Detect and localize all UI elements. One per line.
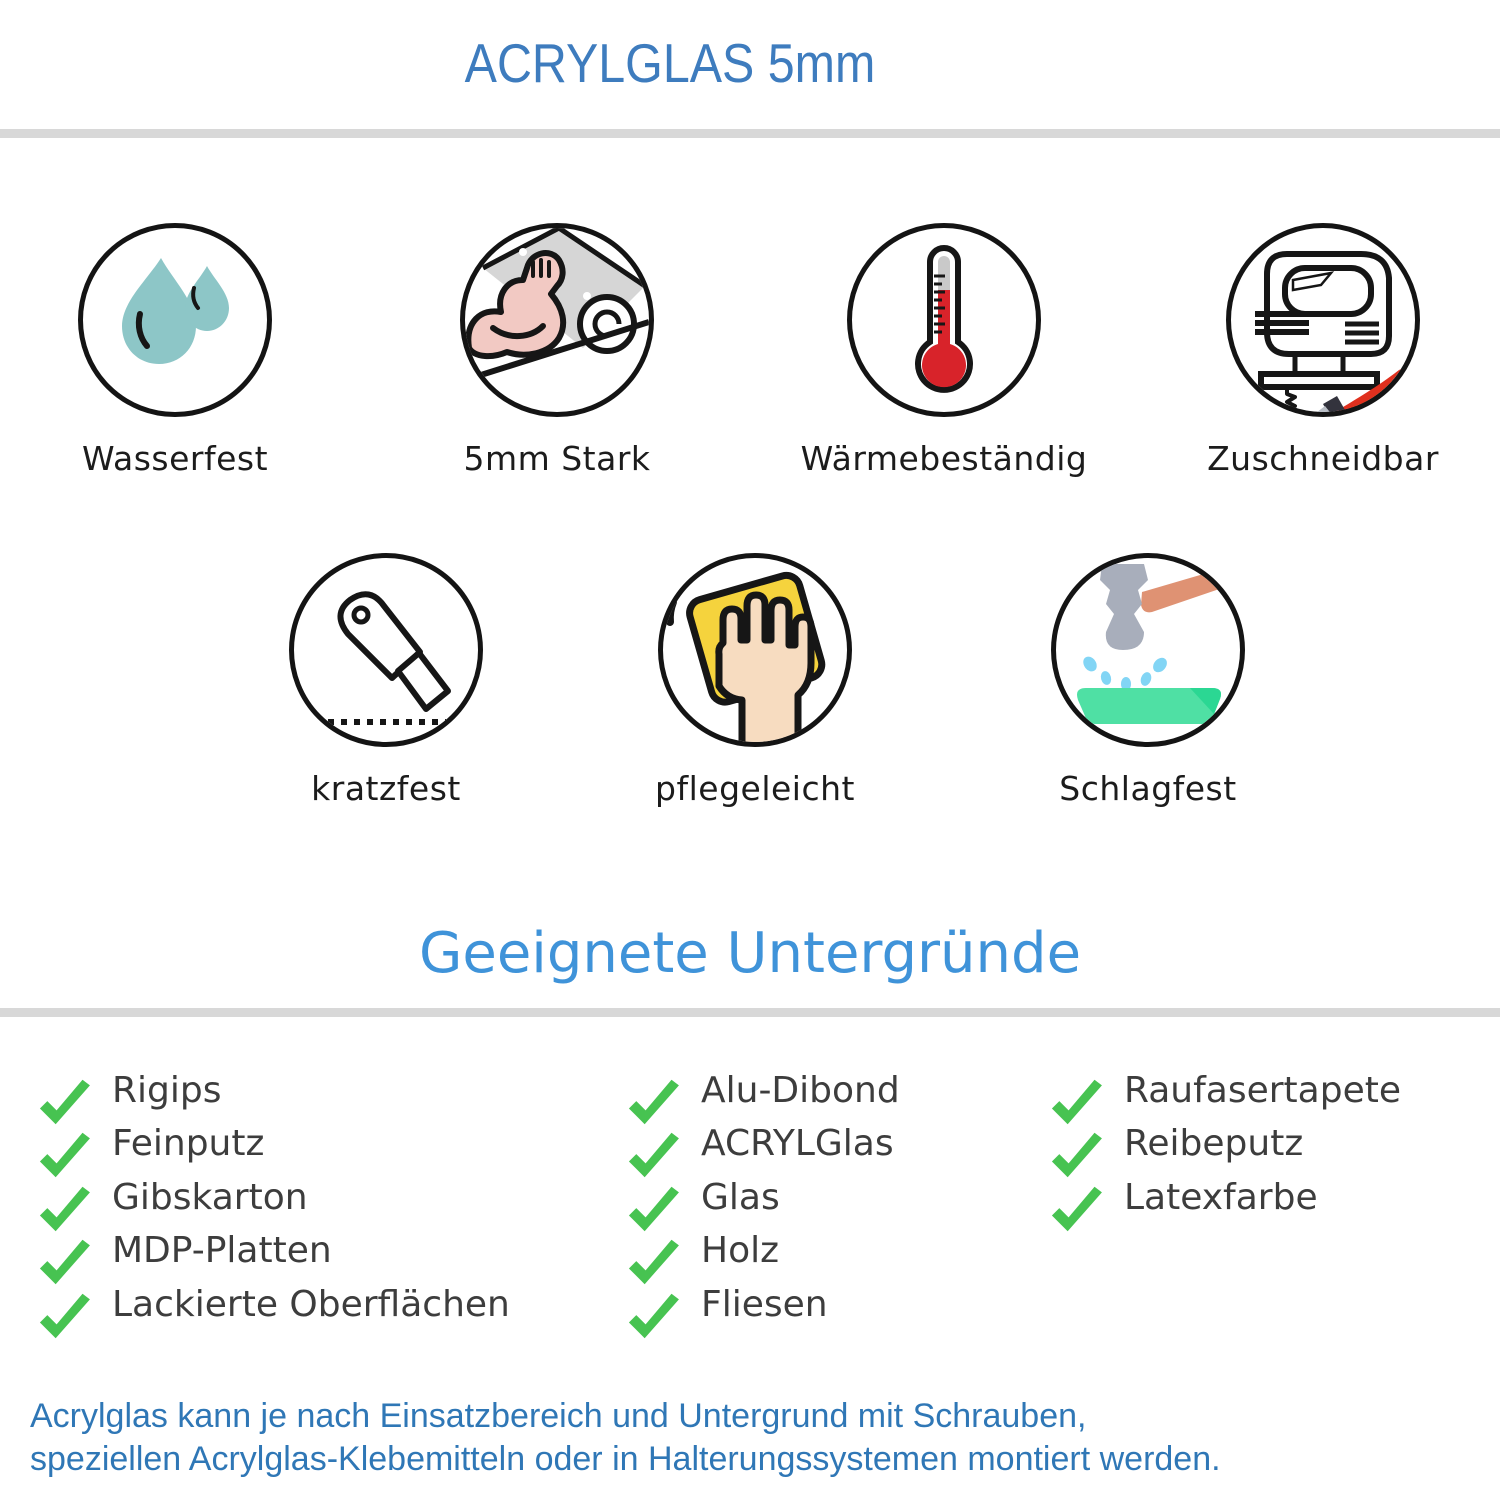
- feature-item-wasserfest: [0, 223, 355, 478]
- substrate-label: Raufasertapete: [1124, 1069, 1401, 1111]
- substrate-label: Feinputz: [112, 1123, 265, 1165]
- substrates-heading: Geeignete Untergründe: [418, 921, 1082, 986]
- feature-icon-circle: [847, 223, 1041, 417]
- substrate-item: [36, 1225, 510, 1279]
- utility-knife-icon: [294, 558, 478, 742]
- hand-with-cloth-icon: [663, 558, 847, 742]
- feature-label: 5mm Stark: [463, 439, 651, 478]
- substrate-label: Rigips: [112, 1069, 222, 1111]
- page-title: ACRYLGLAS 5mm: [464, 32, 876, 94]
- hammer-icon: [1056, 558, 1240, 742]
- substrate-item: [625, 1064, 900, 1118]
- jigsaw-and-knife-icon: [1231, 228, 1415, 412]
- feature-item-schlagfest: [968, 553, 1328, 808]
- substrate-item: [1048, 1064, 1401, 1118]
- substrates-column-1: [36, 1064, 510, 1332]
- substrate-label: Glas: [701, 1176, 780, 1218]
- middle-divider-bar: [0, 1008, 1500, 1017]
- substrate-item: [625, 1278, 900, 1332]
- check-icon: [625, 1291, 681, 1341]
- substrate-item: [36, 1118, 510, 1172]
- substrate-label: Reibeputz: [1124, 1123, 1304, 1165]
- feature-icon-circle: [78, 223, 272, 417]
- feature-label: pflegeleicht: [655, 769, 855, 808]
- water-drops-icon: [83, 228, 267, 412]
- substrate-label: Alu-Dibond: [701, 1069, 900, 1111]
- note-line-1: Acrylglas kann je nach Einsatzbereich und Untergrund mit Schrauben,: [30, 1397, 1087, 1435]
- muscle-arm-icon: [465, 228, 649, 412]
- substrate-item: [625, 1118, 900, 1172]
- substrates-column-2: [625, 1064, 900, 1332]
- substrates-column-3: [1048, 1064, 1401, 1225]
- substrate-item: [625, 1171, 900, 1225]
- feature-label: Zuschneidbar: [1207, 439, 1439, 478]
- feature-icon-circle: [1226, 223, 1420, 417]
- check-icon: [1048, 1184, 1104, 1234]
- feature-label: Schlagfest: [1059, 769, 1237, 808]
- top-divider-bar: [0, 129, 1500, 138]
- feature-label: kratzfest: [311, 769, 461, 808]
- feature-icon-circle: [460, 223, 654, 417]
- substrate-label: ACRYLGlas: [701, 1123, 894, 1165]
- feature-item-kratzfest: [206, 553, 566, 808]
- substrate-label: Gibskarton: [112, 1176, 308, 1218]
- check-icon: [36, 1291, 92, 1341]
- feature-item-waermebestaendig: [764, 223, 1124, 478]
- feature-item-zuschneidbar: [1143, 223, 1500, 478]
- substrate-item: [36, 1171, 510, 1225]
- substrate-label: Fliesen: [701, 1283, 828, 1325]
- feature-item-pflegeleicht: [575, 553, 935, 808]
- substrate-label: Holz: [701, 1230, 779, 1272]
- substrate-label: Latexfarbe: [1124, 1176, 1318, 1218]
- feature-icon-circle: [289, 553, 483, 747]
- thermometer-icon: [852, 228, 1036, 412]
- feature-icon-circle: [1051, 553, 1245, 747]
- substrate-item: [625, 1225, 900, 1279]
- feature-label: Wasserfest: [81, 439, 269, 478]
- substrate-item: [1048, 1171, 1401, 1225]
- substrate-item: [36, 1278, 510, 1332]
- note-line-2: speziellen Acrylglas-Klebemitteln oder in Halterungssystemen montiert werden.: [30, 1440, 1221, 1478]
- feature-item-5mm-stark: [377, 223, 737, 478]
- feature-label: Wärmebeständig: [800, 439, 1088, 478]
- substrate-item: [36, 1064, 510, 1118]
- substrate-label: Lackierte Oberflächen: [112, 1283, 510, 1325]
- substrate-label: MDP-Platten: [112, 1230, 332, 1272]
- mounting-note: [30, 1395, 1221, 1481]
- feature-icon-circle: [658, 553, 852, 747]
- substrate-item: [1048, 1118, 1401, 1172]
